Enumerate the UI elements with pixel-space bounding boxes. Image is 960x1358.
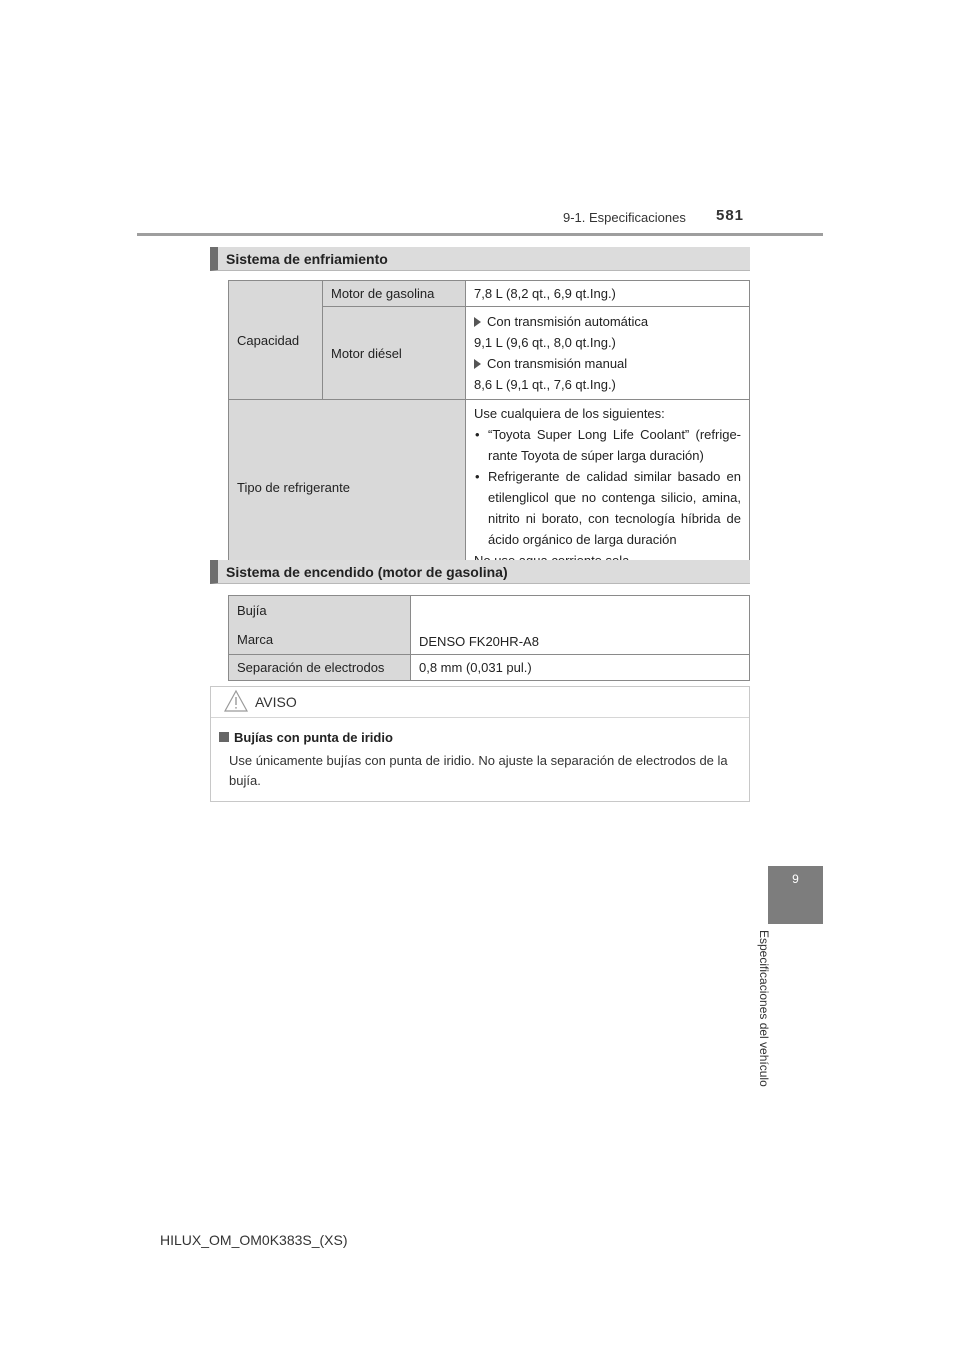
- table-row: [229, 400, 750, 575]
- brand-value: DENSO FK20HR-A8: [411, 596, 750, 655]
- spark-plug-cell: [229, 596, 411, 655]
- notice-title: AVISO: [255, 694, 297, 710]
- chapter-label: Especificaciones del vehículo: [757, 930, 771, 1087]
- triangle-arrow-icon: [474, 359, 481, 369]
- chapter-number: 9: [792, 872, 799, 886]
- gasoline-engine-label: Motor de gasolina: [323, 281, 466, 307]
- ignition-table: [228, 595, 750, 681]
- chapter-tab: [768, 866, 823, 924]
- notice-subtitle: Bujías con punta de iridio: [234, 730, 393, 745]
- automatic-transmission-label: Con transmisión automática: [487, 314, 649, 329]
- brand-label: Marca: [237, 632, 274, 647]
- coolant-option-1: • “Toyota Super Long Life Coolant” (refrige-rante Toyota de súper larga duración): [474, 424, 741, 466]
- notice-body: Use únicamente bujías con punta de iridio. No ajuste la separación de electrodos de la bujía.: [229, 753, 728, 788]
- cooling-section-heading: Sistema de enfriamiento: [210, 247, 750, 271]
- diesel-capacity-cell: [466, 307, 750, 400]
- cooling-table: [228, 280, 750, 575]
- running-header-section: 9-1. Especificaciones: [563, 210, 686, 225]
- header-rule: [137, 233, 823, 236]
- coolant-type-cell: [466, 400, 750, 575]
- page-number: 581: [716, 207, 745, 224]
- notice-header: [211, 687, 749, 718]
- automatic-transmission-row: [474, 311, 741, 332]
- coolant-option-2: • Refrigerante de calidad similar basado en etilenglicol que no contenga silicio, amina, nitrito ni borato, con tecnología híbrida de ácido orgánico de larga duración: [474, 466, 741, 550]
- diesel-engine-label: Motor diésel: [323, 307, 466, 400]
- warning-triangle-icon: [223, 689, 249, 713]
- model-code-footer: HILUX_OM_OM0K383S_(XS): [160, 1232, 348, 1248]
- capacity-label: Capacidad: [229, 281, 323, 400]
- gasoline-capacity-value: 7,8 L (8,2 qt., 6,9 qt.Ing.): [466, 281, 750, 307]
- electrode-gap-value: 0,8 mm (0,031 pul.): [411, 655, 750, 681]
- coolant-intro: Use cualquiera de los siguientes:: [474, 406, 665, 421]
- coolant-type-label: Tipo de refrigerante: [229, 400, 466, 575]
- table-row: [229, 596, 750, 655]
- manual-transmission-row: [474, 353, 741, 374]
- notice-subtitle-row: [219, 730, 393, 745]
- table-row: [229, 281, 750, 307]
- table-row: [229, 655, 750, 681]
- ignition-section-heading: Sistema de encendido (motor de gasolina): [210, 560, 750, 584]
- square-bullet-icon: [219, 732, 229, 742]
- automatic-capacity-value: 9,1 L (9,6 qt., 8,0 qt.Ing.): [474, 335, 616, 350]
- manual-transmission-label: Con transmisión manual: [487, 356, 628, 371]
- electrode-gap-label: Separación de electrodos: [229, 655, 411, 681]
- chapter-side-label: [757, 930, 797, 1110]
- spark-plug-label: Bujía: [237, 603, 267, 618]
- notice-box: [210, 686, 750, 802]
- triangle-arrow-icon: [474, 317, 481, 327]
- manual-capacity-value: 8,6 L (9,1 qt., 7,6 qt.Ing.): [474, 377, 616, 392]
